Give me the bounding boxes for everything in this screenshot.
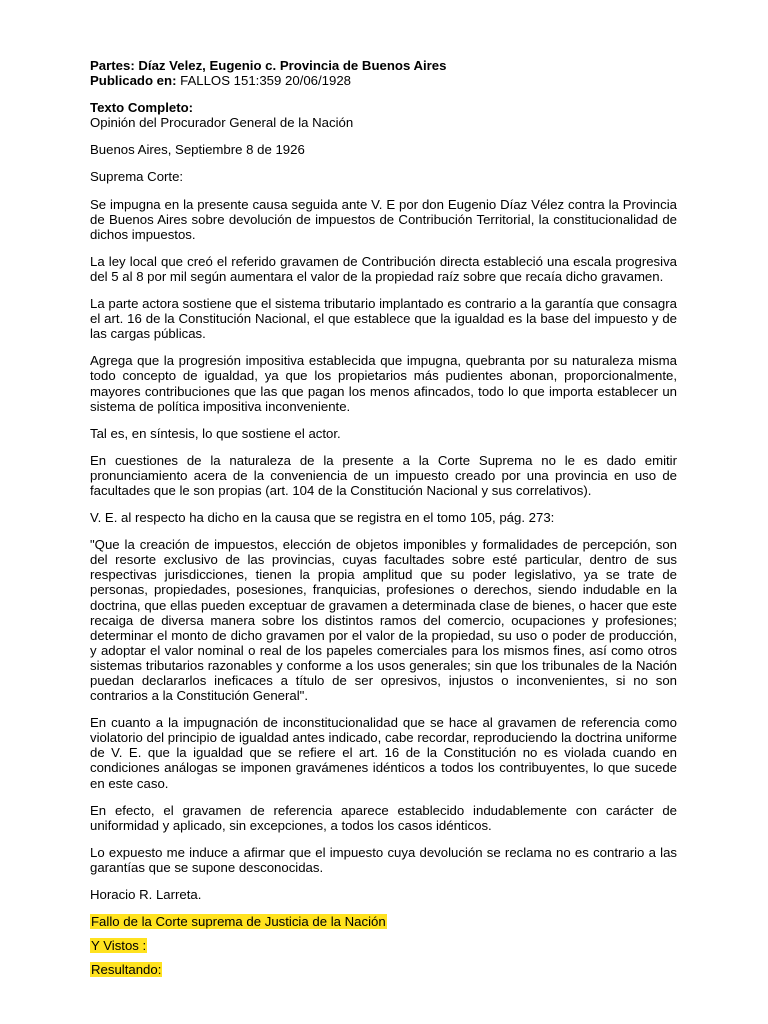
published-line [90,73,677,88]
parties-value: Díaz Velez, Eugenio c. Provincia de Buenos Aires [138,58,447,73]
parties-line [90,58,677,73]
vistos-highlight: Y Vistos : [91,938,147,954]
ruling-title-highlight: Fallo de la Corte suprema de Justicia de la Nación [91,914,386,930]
paragraph: Tal es, en síntesis, lo que sostiene el actor. [90,425,341,441]
signature: Horacio R. Larreta. [90,887,202,903]
resultando-highlight: Resultando: [91,962,162,978]
published-label: Publicado en: [90,73,177,89]
ruling-title-line [90,914,677,929]
paragraph: V. E. al respecto ha dicho en la causa que se registra en el tomo 105, pág. 273: [90,510,555,526]
paragraph: Lo expuesto me induce a afirmar que el impuesto cuya devolución se reclama no es contrario a las garantías que se supone desconocidas. [90,844,677,875]
paragraph: La ley local que creó el referido gravamen de Contribución directa estableció una escala progresiva del 5 al 8 por mil según aumentara el valor de la propiedad raíz sobre que recaía dicho gravamen. [90,253,677,284]
paragraph: En efecto, el gravamen de referencia aparece establecido indudablemente con carácter de uniformidad y aplicado, sin excepciones, a todos los casos idénticos. [90,802,677,833]
opinion-title: Opinión del Procurador General de la Nación [90,115,354,131]
full-text-label: Texto Completo: [90,100,194,116]
date-line: Buenos Aires, Septiembre 8 de 1926 [90,142,305,158]
paragraph: En cuanto a la impugnación de inconstitucionalidad que se hace al gravamen de referencia como violatorio del principio de igualdad antes indicado, cabe recordar, reproduciendo la doctrina uniforme de V. E. que la igualdad que se refiere el art. 16 de la Constitución no es violada cuando en condiciones análogas se imponen gravámenes idénticos a todos los contribuyentes, lo que sucede en este caso. [90,715,677,791]
quoted-paragraph: "Que la creación de impuestos, elección de objetos imponibles y formalidades de percepción, son del resorte exclusivo de las provincias, cuyas facultades sobre esté particular, dentro de sus respectivas jurisdicciones, tienen la propia amplitud que su poder legislativo, ya se trate de personas, propiedades, posesiones, franquicias, profesiones o derechos, siendo indudable en la doctrina, que ellas pueden exceptuar de gravamen a determinada clase de bienes, o hacer que este recaiga de diversa manera sobre los distintos ramos del comercio, ocupaciones y profesiones; determinar el monto de dicho gravamen por el valor de la propiedad, su uso o poder de producción, y adoptar el valor nominal o real de los papeles comerciales para los mismos fines, así como otros sistemas tributarios razonables y conforme a los usos generales; sin que los tribunales de la Nación puedan declararlos ineficaces a título de ser opresivos, injustos o inconvenientes, si no son contrarios a la Constitución General". [90,537,677,704]
parties-label: Partes: [90,58,135,73]
paragraph: Agrega que la progresión impositiva establecida que impugna, quebranta por su naturaleza misma todo concepto de igualdad, ya que los propietarios más pudientes abonan, proporcionalmente, mayores contribuciones que las que pagan los menos afincados, todo lo que importa establecer un sistema de política impositiva inconveniente. [90,353,677,414]
paragraph: Se impugna en la presente causa seguida ante V. E por don Eugenio Díaz Vélez contra la Provincia de Buenos Aires sobre devolución de impuestos de Contribución Territorial, la constitucionalidad de dichos impuestos. [90,196,677,242]
resultando-line [90,962,677,977]
salutation: Suprema Corte: [90,169,184,185]
paragraph: En cuestiones de la naturaleza de la presente a la Corte Suprema no le es dado emitir pronunciamiento acera de la conveniencia de un impuesto creado por una provincia en uso de facultades que le son propias (art. 104 de la Constitución Nacional y sus correlativos). [90,452,677,498]
paragraph: La parte actora sostiene que el sistema tributario implantado es contrario a la garantía que consagra el art. 16 de la Constitución Nacional, el que establece que la igualdad es la base del impuesto y de las cargas públicas. [90,296,677,342]
published-value: FALLOS 151:359 20/06/1928 [180,73,351,89]
document-body [90,58,677,977]
vistos-line [90,938,677,953]
